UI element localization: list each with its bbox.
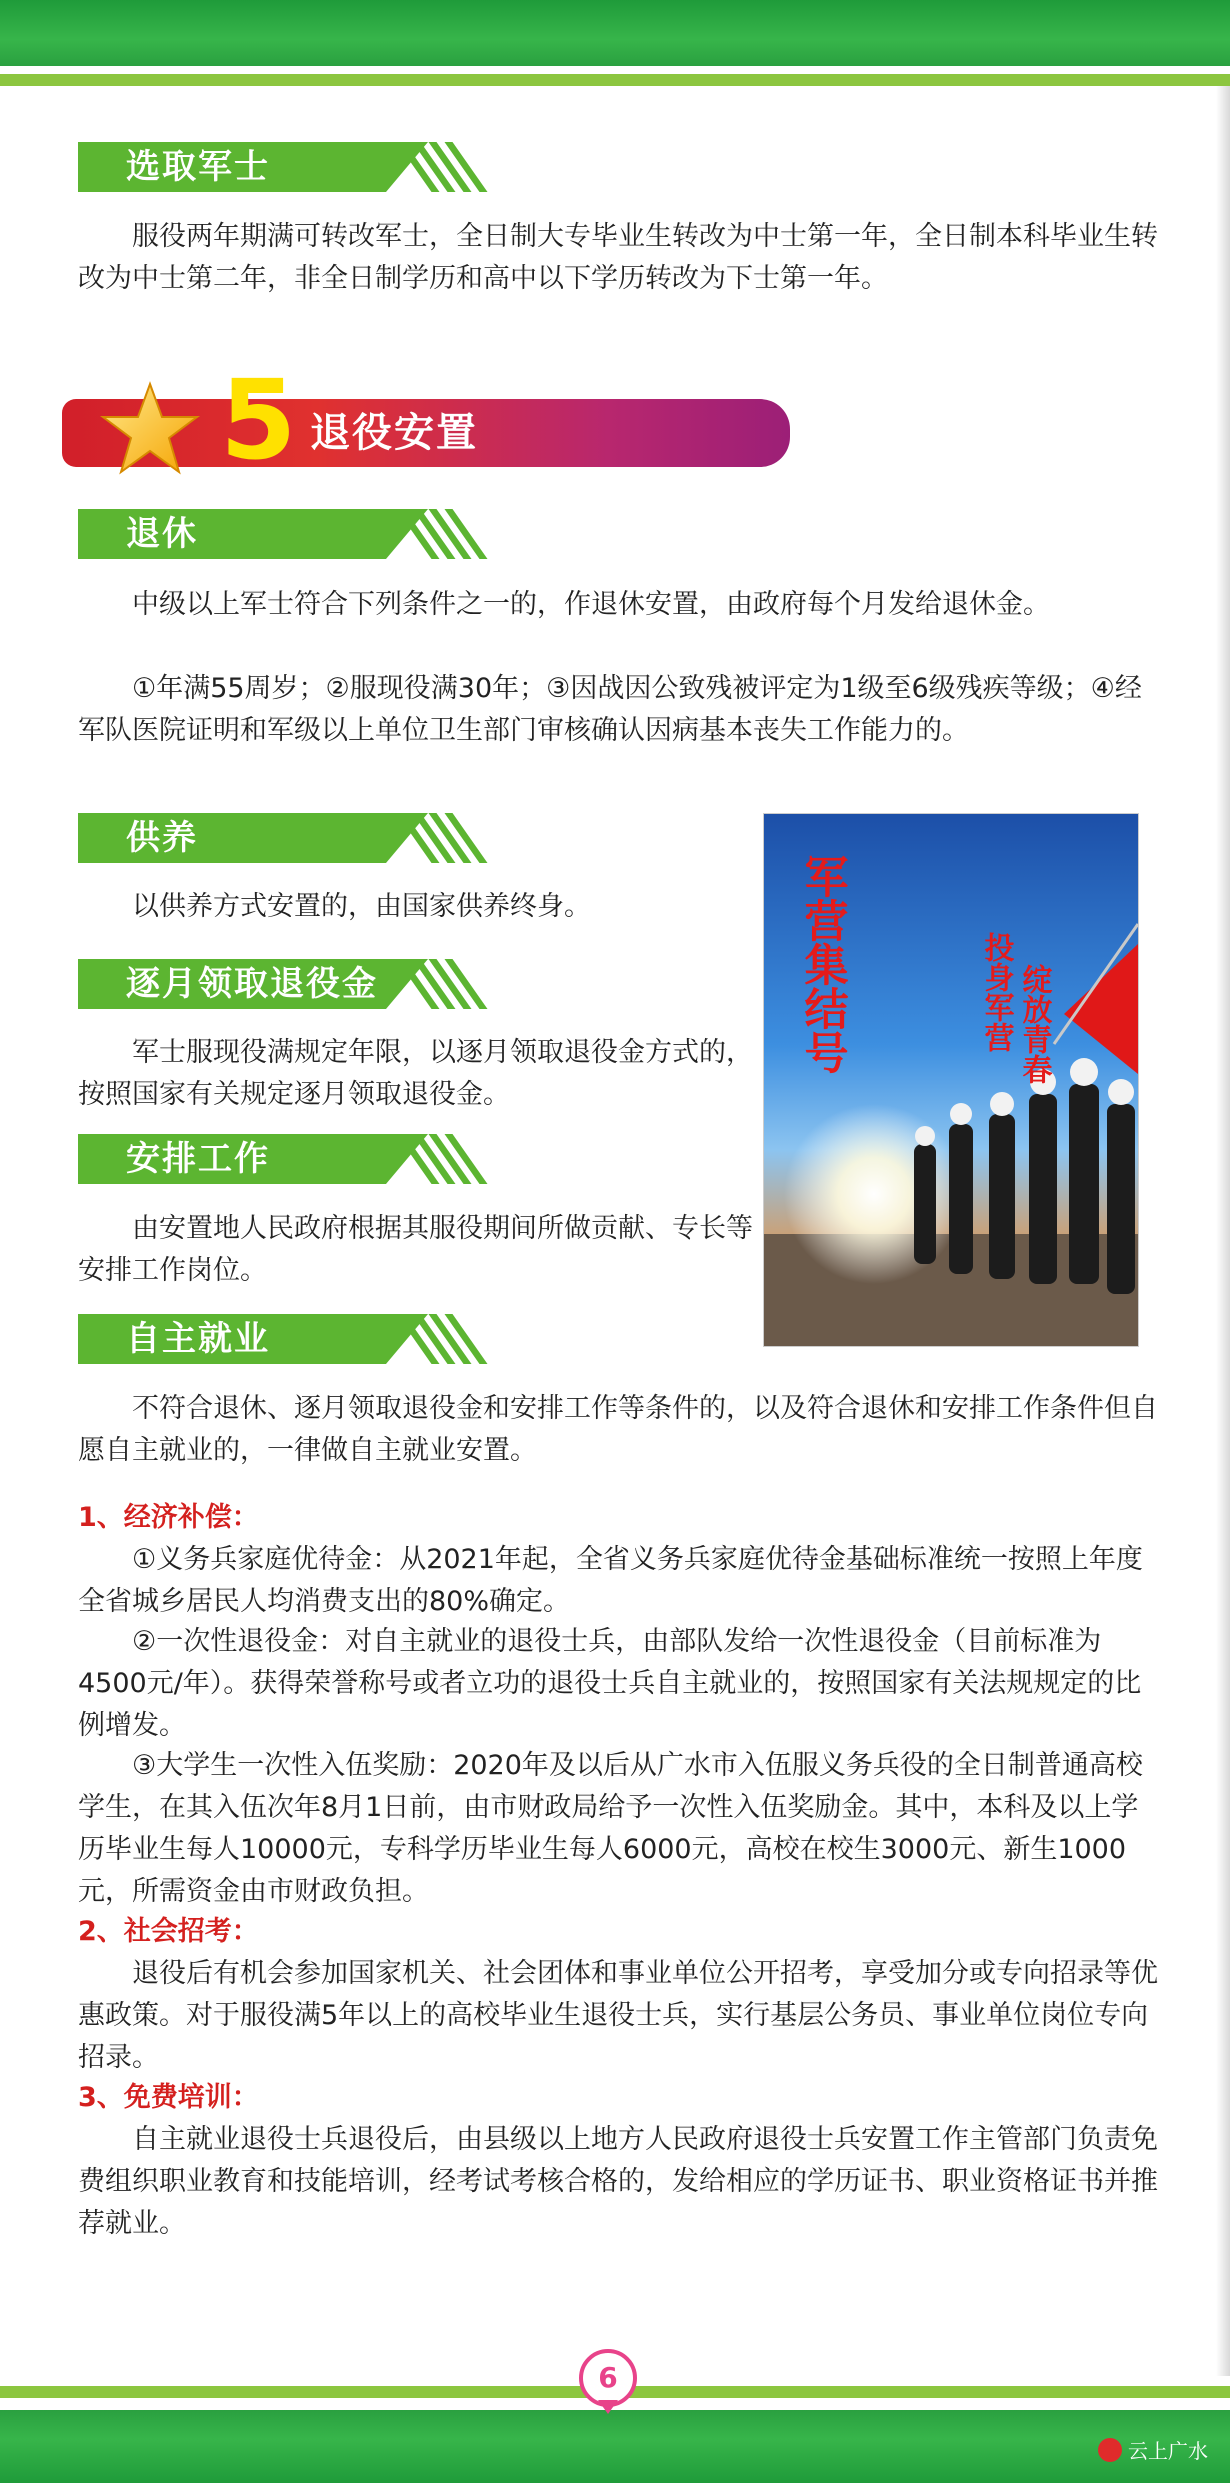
- section-title: 选取军士: [126, 147, 270, 187]
- chapter-title: 退役安置: [310, 410, 478, 456]
- brand-name: 云上广水: [1128, 2439, 1208, 2463]
- benefit-family-allowance: ①义务兵家庭优待金：从2021年起，全省义务兵家庭优待金基础标准统一按照上年度全省城乡居民人均消费支出的80%确定。: [78, 1544, 1143, 1617]
- section-header-arrange: [78, 1134, 488, 1184]
- benefit-heading-economic: 1、经济补偿：: [78, 1502, 259, 1533]
- page-number: 6: [579, 2349, 637, 2407]
- benefit-heading-recruitment: 2、社会招考：: [78, 1916, 259, 1947]
- select-sergeant-text: 服役两年期满可转改军士，全日制大专毕业生转改为中士第一年，全日制本科毕业生转改为中士第二年，非全日制学历和高中以下学历转改为下士第一年。: [78, 221, 1158, 294]
- page-number-pin: [598, 2400, 618, 2414]
- benefit-training-text: 自主就业退役士兵退役后，由县级以上地方人民政府退役士兵安置工作主管部门负责免费组织职业教育和技能培训，经考试考核合格的，发给相应的学历证书、职业资格证书并推荐就业。: [78, 2124, 1158, 2239]
- benefit-recruitment-text: 退役后有机会参加国家机关、社会团体和事业单位公开招考，享受加分或专向招录等优惠政策。对于服役满5年以上的高校毕业生退役士兵，实行基层公务员、事业单位岗位专向招录。: [78, 1958, 1158, 2073]
- section-header-monthly: [78, 959, 488, 1009]
- section-title: 供养: [126, 818, 198, 858]
- self-employment-text: 不符合退休、逐月领取退役金和安排工作等条件的，以及符合退休和安排工作条件但自愿自主就业的，一律做自主就业安置。: [78, 1393, 1158, 1466]
- benefit-one-time-retirement: ②一次性退役金：对自主就业的退役士兵，由部队发给一次性退役金（目前标准为4500元/年）。获得荣誉称号或者立功的退役士兵自主就业的，按照国家有关法规规定的比例增发。: [78, 1626, 1142, 1741]
- section-title: 逐月领取退役金: [126, 964, 378, 1004]
- header-divider: [0, 74, 1230, 86]
- page-edge-shadow: [1216, 86, 1230, 2376]
- header-green-bar: [0, 0, 1230, 66]
- section-header-support: [78, 813, 488, 863]
- section-title: 安排工作: [126, 1139, 270, 1179]
- retire-text: 中级以上军士符合下列条件之一的，作退休安置，由政府每个月发给退休金。: [132, 589, 1050, 620]
- monthly-text: 军士服现役满规定年限，以逐月领取退役金方式的，按照国家有关规定逐月领取退役金。: [78, 1037, 753, 1110]
- benefit-student-reward: ③大学生一次性入伍奖励：2020年及以后从广水市入伍服义务兵役的全日制普通高校学生，在其入伍次年8月1日前，由市财政局给予一次性入伍奖励金。其中，本科及以上学历毕业生每人10000元，专科学历毕业生每人6000元，高校在校生3000元、新生1000元，所需资金由市财政负担。: [78, 1750, 1143, 1907]
- arrange-text: 由安置地人民政府根据其服役期间所做贡献、专长等安排工作岗位。: [78, 1213, 753, 1286]
- section-header-select-sergeant: [78, 142, 488, 192]
- benefit-heading-training: 3、免费培训：: [78, 2082, 259, 2113]
- retire-conditions: ①年满55周岁；②服现役满30年；③因战因公致残被评定为1级至6级残疾等级；④经军队医院证明和军级以上单位卫生部门审核确认因病基本丧失工作能力的。: [78, 673, 1142, 746]
- star-icon: [100, 379, 200, 479]
- section-title: 自主就业: [126, 1319, 270, 1359]
- footer-green-bar: [0, 2410, 1230, 2483]
- brand-logo: [1098, 2435, 1208, 2464]
- support-text: 以供养方式安置的，由国家供养终身。: [132, 891, 591, 922]
- section-header-retire: [78, 509, 488, 559]
- brand-logo-icon: [1098, 2438, 1122, 2462]
- poster-title: 军营集结号: [796, 854, 848, 1074]
- poster-line-2: 投身军营: [978, 932, 1014, 1052]
- chapter-banner: [62, 356, 790, 484]
- section-title: 退休: [126, 514, 198, 554]
- section-header-self-employment: [78, 1314, 488, 1364]
- recruitment-poster-image: [763, 813, 1139, 1347]
- chapter-number: 5: [220, 356, 297, 484]
- poster-line-1: 绽放青春: [1016, 964, 1052, 1084]
